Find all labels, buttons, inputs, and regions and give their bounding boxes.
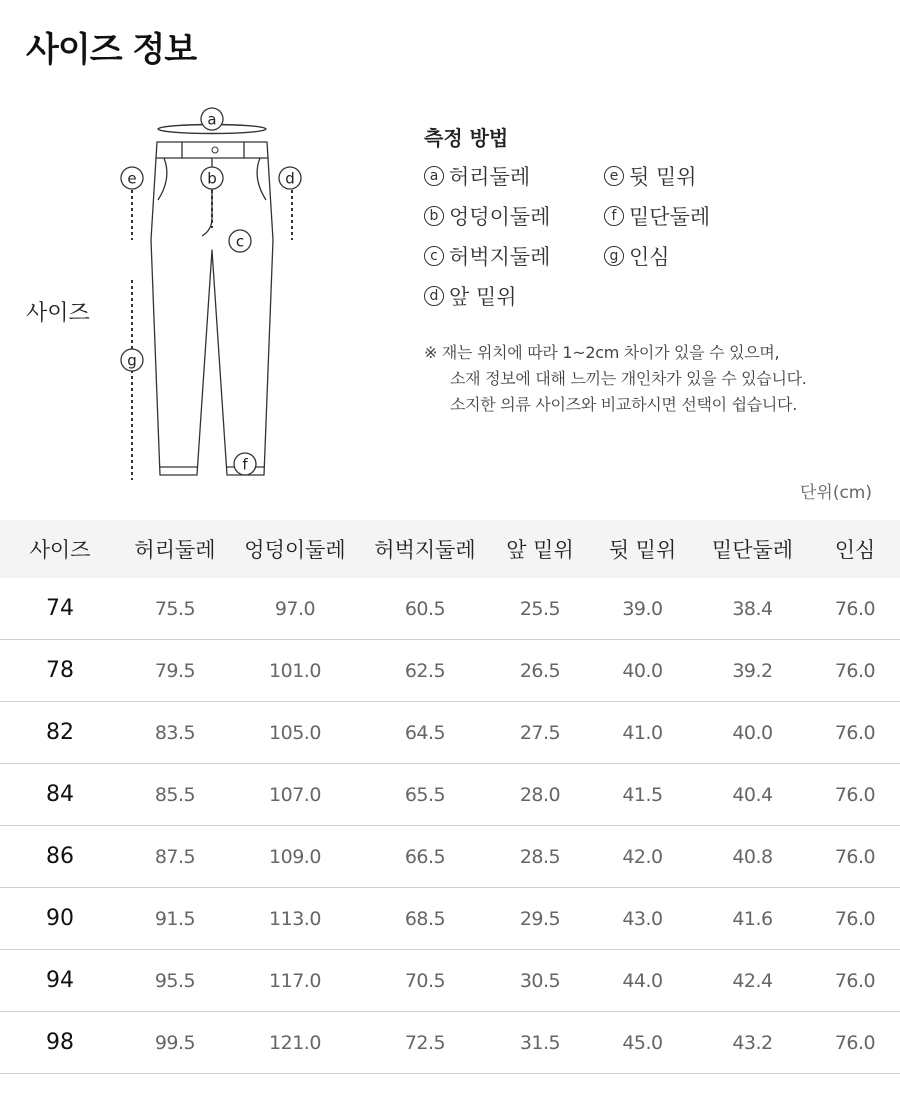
table-cell: 26.5 (490, 640, 590, 702)
table-row (0, 640, 900, 702)
measure-marker-g (121, 349, 143, 371)
table-cell: 39.0 (590, 578, 695, 640)
method-item (604, 239, 754, 273)
measure-marker-d (279, 167, 301, 189)
method-item (424, 159, 604, 193)
table-cell: 42.0 (590, 826, 695, 888)
pants-pocket (158, 158, 167, 200)
method-item (424, 199, 604, 233)
table-header-row (0, 520, 900, 578)
table-cell: 31.5 (490, 1012, 590, 1074)
table-cell: 95.5 (120, 950, 230, 1012)
table-cell: 109.0 (230, 826, 360, 888)
table-cell: 76.0 (810, 764, 900, 826)
size-cell: 86 (0, 826, 120, 888)
size-cell: 74 (0, 578, 120, 640)
column-header: 앞 밑위 (506, 538, 574, 562)
method-label: 허벅지둘레 (449, 245, 551, 269)
marker-letter: a (207, 110, 217, 129)
method-label: 밑단둘레 (629, 205, 711, 229)
table-row (0, 578, 900, 640)
table-row (0, 826, 900, 888)
marker-letter: c (235, 232, 245, 251)
method-label: 허리둘레 (449, 165, 531, 189)
method-key-badge: c (424, 246, 444, 266)
method-label: 앞 밑위 (449, 285, 517, 309)
table-row (0, 888, 900, 950)
note-line: 소지한 의류 사이즈와 비교하시면 선택이 쉽습니다. (450, 395, 797, 414)
method-label: 뒷 밑위 (629, 165, 697, 189)
table-cell: 121.0 (230, 1012, 360, 1074)
table-cell: 107.0 (230, 764, 360, 826)
table-cell: 27.5 (490, 702, 590, 764)
table-cell: 65.5 (360, 764, 490, 826)
table-cell: 76.0 (810, 888, 900, 950)
method-item (604, 199, 754, 233)
table-cell: 76.0 (810, 826, 900, 888)
measurement-methods (424, 122, 754, 313)
measurement-note (424, 340, 807, 418)
size-cell: 94 (0, 950, 120, 1012)
table-cell: 113.0 (230, 888, 360, 950)
table-cell: 72.5 (360, 1012, 490, 1074)
method-item (424, 239, 604, 273)
methods-list (424, 159, 754, 313)
table-cell: 76.0 (810, 640, 900, 702)
marker-letter: g (127, 351, 137, 370)
table-cell: 97.0 (230, 578, 360, 640)
method-key-badge: a (424, 166, 444, 186)
table-cell: 101.0 (230, 640, 360, 702)
table-cell: 40.0 (590, 640, 695, 702)
column-header: 밑단둘레 (711, 538, 794, 562)
table-cell: 83.5 (120, 702, 230, 764)
table-cell: 117.0 (230, 950, 360, 1012)
table-cell: 64.5 (360, 702, 490, 764)
size-label: 사이즈 (26, 301, 90, 326)
table-cell: 70.5 (360, 950, 490, 1012)
method-item (604, 159, 754, 193)
measure-marker-e (121, 167, 143, 189)
table-cell: 40.0 (695, 702, 810, 764)
table-cell: 76.0 (810, 1012, 900, 1074)
measure-marker-b (201, 167, 223, 189)
table-cell: 60.5 (360, 578, 490, 640)
table-cell: 91.5 (120, 888, 230, 950)
pants-button (212, 147, 218, 153)
note-line: 소재 정보에 대해 느끼는 개인차가 있을 수 있습니다. (450, 369, 807, 388)
table-cell: 75.5 (120, 578, 230, 640)
column-header: 허벅지둘레 (374, 538, 476, 562)
table-row (0, 764, 900, 826)
column-header: 뒷 밑위 (608, 538, 677, 562)
marker-letter: b (207, 169, 217, 188)
table-cell: 42.4 (695, 950, 810, 1012)
pants-measurement-diagram (100, 100, 330, 490)
table-cell: 40.4 (695, 764, 810, 826)
methods-title: 측정 방법 (424, 126, 509, 150)
method-key-badge: b (424, 206, 444, 226)
table-row (0, 950, 900, 1012)
marker-letter: f (242, 455, 248, 474)
table-cell: 29.5 (490, 888, 590, 950)
table-cell: 44.0 (590, 950, 695, 1012)
column-header: 허리둘레 (134, 538, 216, 562)
table-cell: 76.0 (810, 578, 900, 640)
size-cell: 84 (0, 764, 120, 826)
measure-marker-a (201, 108, 223, 130)
table-cell: 45.0 (590, 1012, 695, 1074)
note-line: ※ 재는 위치에 따라 1~2cm 차이가 있을 수 있으며, (424, 343, 780, 362)
table-cell: 41.6 (695, 888, 810, 950)
marker-letter: e (127, 169, 137, 188)
table-cell: 25.5 (490, 578, 590, 640)
method-key-badge: d (424, 286, 444, 306)
table-cell: 87.5 (120, 826, 230, 888)
table-cell: 28.0 (490, 764, 590, 826)
table-cell: 38.4 (695, 578, 810, 640)
size-table (0, 520, 900, 1074)
table-cell: 39.2 (695, 640, 810, 702)
marker-letter: d (285, 169, 295, 188)
table-cell: 99.5 (120, 1012, 230, 1074)
method-item (424, 279, 604, 313)
size-cell: 90 (0, 888, 120, 950)
table-row (0, 1012, 900, 1074)
method-key-badge: f (604, 206, 624, 226)
table-cell: 43.2 (695, 1012, 810, 1074)
table-cell: 68.5 (360, 888, 490, 950)
table-cell: 66.5 (360, 826, 490, 888)
unit-label: 단위(cm) (799, 483, 872, 503)
table-cell: 62.5 (360, 640, 490, 702)
table-cell: 76.0 (810, 702, 900, 764)
measure-marker-c (229, 230, 251, 252)
table-cell: 40.8 (695, 826, 810, 888)
size-cell: 78 (0, 640, 120, 702)
column-header: 사이즈 (29, 538, 91, 562)
method-key-badge: e (604, 166, 624, 186)
size-cell: 82 (0, 702, 120, 764)
table-cell: 85.5 (120, 764, 230, 826)
table-cell: 30.5 (490, 950, 590, 1012)
size-cell: 98 (0, 1012, 120, 1074)
column-header: 인심 (834, 538, 876, 562)
measure-marker-f (234, 453, 256, 475)
method-label: 엉덩이둘레 (449, 205, 551, 229)
pants-pocket (257, 158, 266, 200)
table-cell: 41.0 (590, 702, 695, 764)
table-cell: 28.5 (490, 826, 590, 888)
table-cell: 79.5 (120, 640, 230, 702)
table-cell: 76.0 (810, 950, 900, 1012)
column-header: 엉덩이둘레 (244, 538, 346, 562)
method-key-badge: g (604, 246, 624, 266)
table-cell: 41.5 (590, 764, 695, 826)
table-cell: 105.0 (230, 702, 360, 764)
method-label: 인심 (629, 245, 670, 269)
table-row (0, 702, 900, 764)
page-title: 사이즈 정보 (26, 30, 197, 70)
table-cell: 43.0 (590, 888, 695, 950)
